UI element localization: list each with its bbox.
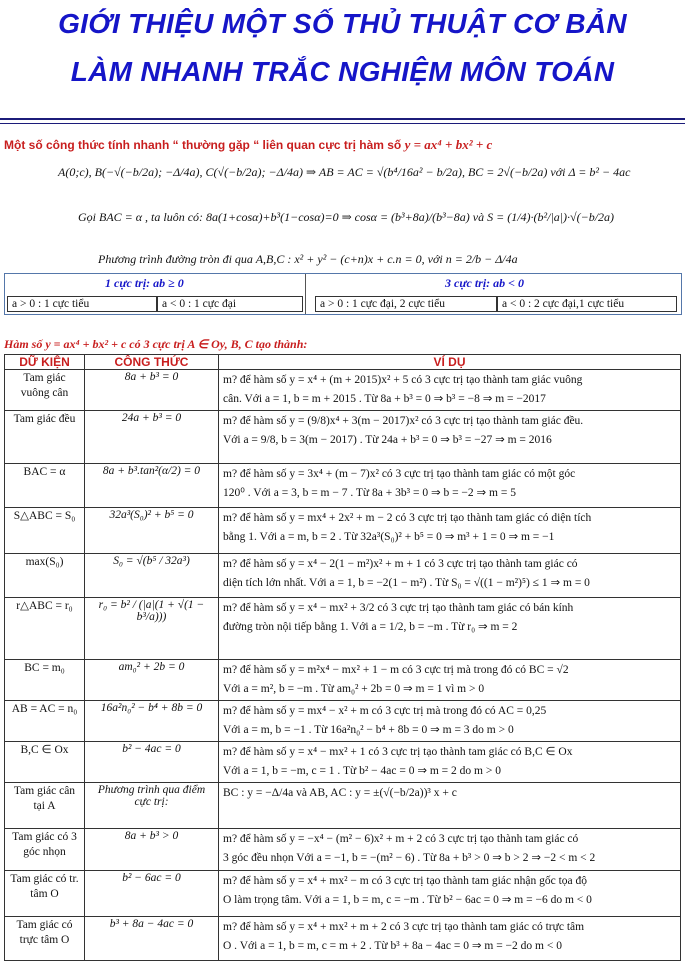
- example-line: cân. Với a = 1, b = m + 2015 . Từ 8a + b³ = 0 ⇒ b³ = −8 ⇒ m = −2017: [223, 393, 546, 405]
- formula-cell: 8a + b³.tan²(α/2) = 0: [85, 464, 219, 508]
- table-row: [5, 598, 681, 660]
- formula-circle: Phương trình đường tròn đi qua A,B,C : x² + y² − (c+n)x + c.n = 0, với n = 2/b − Δ/4a: [98, 252, 518, 266]
- formula-cell: r₀ = b² / (|a|(1 + √(1 − b³/a))): [85, 598, 219, 660]
- example-line: Với a = 1, b = −m, c = 1 . Từ b² − 4ac = 0 ⇒ m = 2 do m > 0: [223, 765, 501, 777]
- condition-cell: Tam giác có tr. tâm O: [5, 871, 85, 917]
- example-line: m? để hàm số y = 3x⁴ + (m − 7)x² có 3 cực trị tạo thành tam giác có một góc: [223, 468, 576, 480]
- column-header: DỮ KIỆN: [5, 355, 85, 370]
- condition-cell: Tam giác có 3 góc nhọn: [5, 829, 85, 871]
- example-line: m? để hàm số y = mx⁴ + 2x² + m − 2 có 3 cực trị tạo thành tam giác có diện tích: [223, 512, 592, 524]
- table-row: [5, 554, 681, 598]
- formula-cell: am₀² + 2b = 0: [85, 660, 219, 701]
- condition-cell: B,C ∈ Ox: [5, 742, 85, 783]
- intro-formula: y = ax⁴ + bx² + c: [404, 137, 493, 152]
- example-cell: [219, 660, 681, 701]
- section-heading: Hàm số y = ax⁴ + bx² + c có 3 cực trị A ∈ Oy, B, C tạo thành:: [4, 337, 308, 351]
- example-cell: [219, 598, 681, 660]
- intro-label: Một số công thức tính nhanh “ thường gặp “ liên quan cực trị hàm số: [4, 138, 402, 152]
- example-cell: [219, 411, 681, 464]
- formula-cell: 16a²n₀² − b⁴ + 8b = 0: [85, 701, 219, 742]
- example-line: Với a = 9/8, b = 3(m − 2017) . Từ 24a + b³ = 0 ⇒ b³ = −27 ⇒ m = 2016: [223, 434, 552, 446]
- condition-cell: Tam giác vuông cân: [5, 370, 85, 411]
- example-line: m? để hàm số y = x⁴ + mx² + m + 2 có 3 cực trị tạo thành tam giác có trực tâm: [223, 921, 585, 933]
- table-row: [5, 660, 681, 701]
- example-line: BC : y = −Δ/4a và AB, AC : y = ±(√(−b/2a))³ x + c: [223, 787, 457, 799]
- condition-cell: BC = m₀: [5, 660, 85, 701]
- example-cell: [219, 370, 681, 411]
- example-cell: [219, 917, 681, 961]
- page-title-line-1: GIỚI THIỆU MỘT SỐ THỦ THUẬT CƠ BẢN: [58, 8, 627, 39]
- formula-table: [4, 354, 681, 961]
- formula-cell: b² − 4ac = 0: [85, 742, 219, 783]
- table-row: [5, 411, 681, 464]
- table-row: [5, 871, 681, 917]
- table-row: [5, 370, 681, 411]
- column-header: VÍ DỤ: [219, 355, 681, 370]
- example-line: m? để hàm số y = x⁴ − mx² + 1 có 3 cực trị tạo thành tam giác có B,C ∈ Ox: [223, 746, 573, 758]
- example-line: m? để hàm số y = x⁴ + mx² − m có 3 cực trị tạo thành tam giác nhận gốc tọa độ: [223, 875, 588, 887]
- example-line: m? để hàm số y = mx⁴ − x² + m có 3 cực trị mà trong đó có AC = 0,25: [223, 705, 547, 717]
- summary-cell: a > 0 : 1 cực đại, 2 cực tiểu: [315, 296, 497, 312]
- intro-text: [4, 137, 492, 153]
- formula-cell: S₀ = √(b⁵ / 32a³): [85, 554, 219, 598]
- formula-cell: b³ + 8a − 4ac = 0: [85, 917, 219, 961]
- table-row: [5, 917, 681, 961]
- example-cell: [219, 829, 681, 871]
- summary-cell: a > 0 : 1 cực tiểu: [7, 296, 157, 312]
- formula-cell: Phương trình qua điểm cực trị:: [85, 783, 219, 829]
- title-divider: [0, 118, 685, 120]
- table-row: [5, 742, 681, 783]
- example-line: diện tích lớn nhất. Với a = 1, b = −2(1 − m²) . Từ S₀ = √((1 − m²)⁵) ≤ 1 ⇒ m = 0: [223, 577, 590, 589]
- condition-cell: r△ABC = r₀: [5, 598, 85, 660]
- table-row: [5, 508, 681, 554]
- summary-box: [4, 273, 682, 315]
- example-line: đường tròn nội tiếp bằng 1. Với a = 1/2, b = −m . Từ r₀ ⇒ m = 2: [223, 621, 518, 633]
- table-row: [5, 829, 681, 871]
- example-line: 120⁰ . Với a = 3, b = m − 7 . Từ 8a + 3b³ = 0 ⇒ b = −2 ⇒ m = 5: [223, 487, 516, 499]
- formula-cell: 32a³(S₀)² + b⁵ = 0: [85, 508, 219, 554]
- example-cell: [219, 508, 681, 554]
- formula-points: A(0;c), B(−√(−b/2a); −Δ/4a), C(√(−b/2a); −Δ/4a) ⇒ AB = AC = √(b⁴/16a² − b/2a), BC = 2√(−b/2a) với Δ = b² − 4ac: [58, 165, 631, 179]
- condition-cell: max(S₀): [5, 554, 85, 598]
- formula-cell: b² − 6ac = 0: [85, 871, 219, 917]
- example-cell: [219, 701, 681, 742]
- example-cell: [219, 554, 681, 598]
- formula-cell: 24a + b³ = 0: [85, 411, 219, 464]
- example-line: m? để hàm số y = x⁴ − mx² + 3/2 có 3 cực trị tạo thành tam giác có bán kính: [223, 602, 574, 614]
- example-line: m? để hàm số y = x⁴ − 2(1 − m²)x² + m + 1 có 3 cực trị tạo thành tam giác có: [223, 558, 578, 570]
- example-cell: [219, 742, 681, 783]
- example-cell: [219, 871, 681, 917]
- summary-cell: a < 0 : 2 cực đại,1 cực tiểu: [497, 296, 677, 312]
- column-header: CÔNG THỨC: [85, 355, 219, 370]
- example-cell: [219, 783, 681, 829]
- page-title-line-2: LÀM NHANH TRẮC NGHIỆM MÔN TOÁN: [70, 56, 615, 87]
- condition-cell: BAC = α: [5, 464, 85, 508]
- example-line: m? để hàm số y = x⁴ + (m + 2015)x² + 5 có 3 cực trị tạo thành tam giác vuông: [223, 374, 583, 386]
- formula-angle: Gọi BAC = α , ta luôn có: 8a(1+cosα)+b³(1−cosα)=0 ⇒ cosα = (b³+8a)/(b³−8a) và S = (1/4)·(b²/|a|)·√(−b/2a): [78, 210, 615, 224]
- example-line: m? để hàm số y = m²x⁴ − mx² + 1 − m có 3 cực trị mà trong đó có BC = √2: [223, 664, 569, 676]
- title-divider-thin: [0, 123, 685, 124]
- summary-three-header: 3 cực trị: ab < 0: [445, 276, 525, 290]
- table-header-row: [5, 355, 681, 370]
- example-line: Với a = m², b = −m . Từ am₀² + 2b = 0 ⇒ m = 1 vì m > 0: [223, 683, 485, 695]
- table-row: [5, 464, 681, 508]
- example-line: bằng 1. Với a = m, b = 2 . Từ 32a³(S₀)² + b⁵ = 0 ⇒ m³ + 1 = 0 ⇒ m = −1: [223, 531, 555, 543]
- example-line: Với a = m, b = −1 . Từ 16a²n₀² − b⁴ + 8b = 0 ⇒ m = 3 do m > 0: [223, 724, 514, 736]
- example-line: 3 góc đều nhọn Với a = −1, b = −(m² − 6) . Từ 8a + b³ > 0 ⇒ b > 2 ⇒ −2 < m < 2: [223, 852, 596, 864]
- summary-one-header: 1 cực trị: ab ≥ 0: [105, 276, 184, 290]
- condition-cell: S△ABC = S₀: [5, 508, 85, 554]
- example-line: m? để hàm số y = −x⁴ − (m² − 6)x² + m + 2 có 3 cực trị tạo thành tam giác có: [223, 833, 579, 845]
- summary-divider: [305, 274, 306, 314]
- example-line: O . Với a = 1, b = m, c = m + 2 . Từ b³ + 8a − 4ac = 0 ⇒ m = −2 do m < 0: [223, 940, 562, 952]
- example-cell: [219, 464, 681, 508]
- condition-cell: Tam giác có trực tâm O: [5, 917, 85, 961]
- summary-cell: a < 0 : 1 cực đại: [157, 296, 303, 312]
- table-row: [5, 783, 681, 829]
- condition-cell: AB = AC = n₀: [5, 701, 85, 742]
- example-line: O làm trọng tâm. Với a = 1, b = m, c = −m . Từ b² − 6ac = 0 ⇒ m = −6 do m < 0: [223, 894, 592, 906]
- example-line: m? để hàm số y = (9/8)x⁴ + 3(m − 2017)x² có 3 cực trị tạo thành tam giác đều.: [223, 415, 584, 427]
- table-row: [5, 701, 681, 742]
- formula-cell: 8a + b³ = 0: [85, 370, 219, 411]
- condition-cell: Tam giác cân tại A: [5, 783, 85, 829]
- formula-cell: 8a + b³ > 0: [85, 829, 219, 871]
- condition-cell: Tam giác đều: [5, 411, 85, 464]
